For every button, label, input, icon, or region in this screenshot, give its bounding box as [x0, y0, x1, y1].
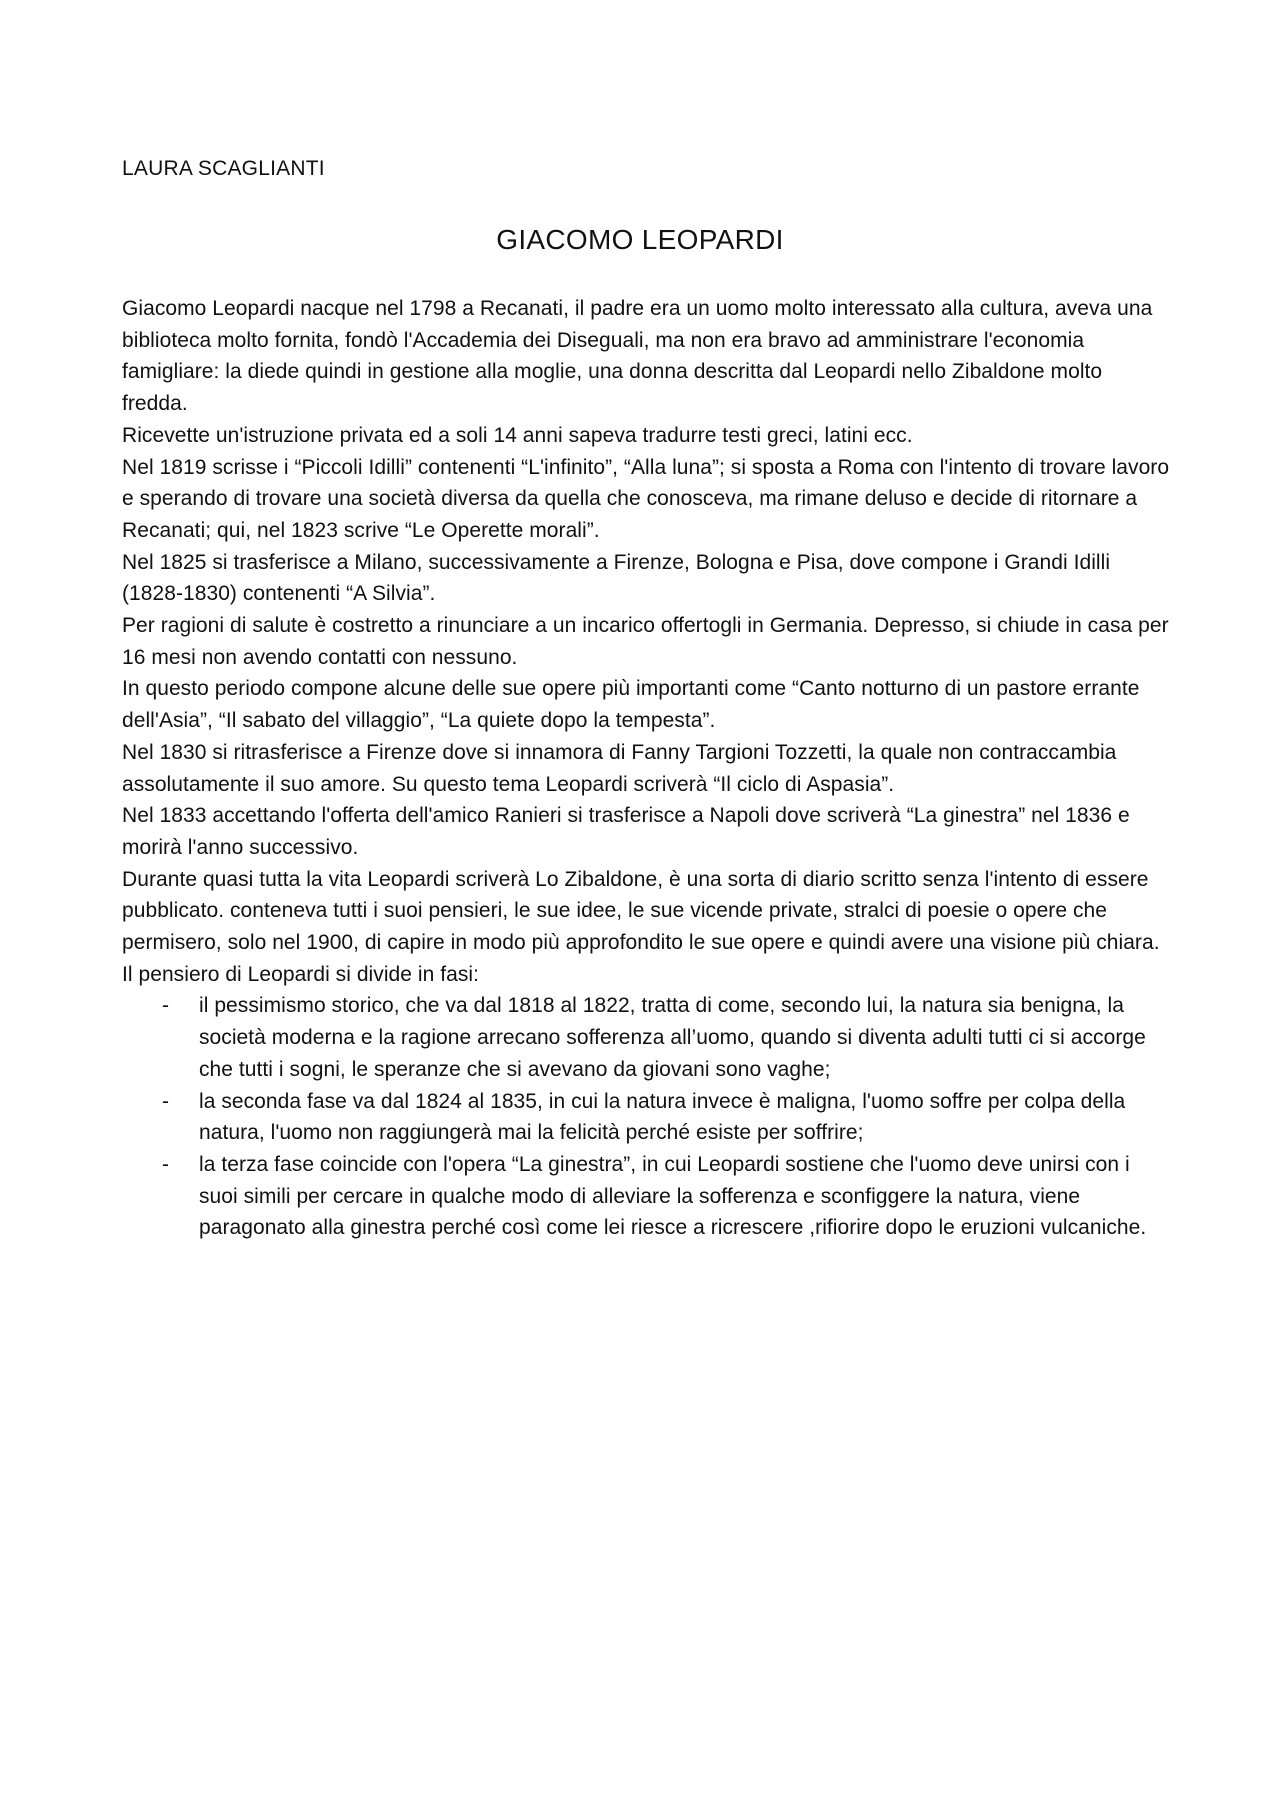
- paragraph-phases-intro: Il pensiero di Leopardi si divide in fasi:: [122, 962, 479, 986]
- list-item-text: la terza fase coincide con l'opera “La ginestra”, in cui Leopardi sostiene che l'uomo deve unirsi con i suoi simili per cercare in qualche modo di alleviare la sofferenza e sconfiggere la natura, viene paragonato alla ginestra perché così come lei riesce a ricrescere ,rifiorire dopo le eruzioni vulcaniche.: [199, 1152, 1147, 1240]
- paragraph-1830: Nel 1830 si ritrasferisce a Firenze dove si innamora di Fanny Targioni Tozzetti, la quale non contraccambia assolutamente il suo amore. Su questo tema Leopardi scriverà “Il ciclo di Aspasia”.: [122, 740, 1117, 796]
- list-item: [122, 1149, 1172, 1244]
- document-title: GIACOMO LEOPARDI: [496, 224, 784, 255]
- list-item: [122, 990, 1172, 1085]
- list-item-text: la seconda fase va dal 1824 al 1835, in cui la natura invece è maligna, l'uomo soffre per colpa della natura, l'uomo non raggiungerà mai la felicità perché esiste per soffrire;: [199, 1089, 1126, 1145]
- paragraph-education: Ricevette un'istruzione privata ed a soli 14 anni sapeva tradurre testi greci, latini ecc.: [122, 423, 913, 447]
- list-item-text: il pessimismo storico, che va dal 1818 al 1822, tratta di come, secondo lui, la natura sia benigna, la società moderna e la ragione arrecano sofferenza all’uomo, quando si diventa adulti tutti ci si accorge che tutti i sogni, le speranze che si avevano da giovani sono vaghe;: [199, 994, 1146, 1081]
- paragraph-1819: Nel 1819 scrisse i “Piccoli Idilli” contenenti “L'infinito”, “Alla luna”; si sposta a Roma con l'intento di trovare lavoro e sperando di trovare una società diversa da quella che conosceva, ma rimane deluso e decide di ritornare a Recanati; qui, nel 1823 scrive “Le Operette morali”.: [122, 455, 1170, 542]
- paragraph-health: Per ragioni di salute è costretto a rinunciare a un incarico offertogli in Germania. Depresso, si chiude in casa per 16 mesi non avendo contatti con nessuno.: [122, 614, 1169, 669]
- phases-list: [122, 990, 1172, 1244]
- paragraph-family: Giacomo Leopardi nacque nel 1798 a Recanati, il padre era un uomo molto interessato alla cultura, aveva una biblioteca molto fornita, fondò l'Accademia dei Diseguali, ma non era bravo ad amministrare l'economia famigliare: la diede quindi in gestione alla moglie, una donna descritta dal Leopardi nello Zibaldone molto fredda.: [122, 297, 1153, 416]
- author-name: LAURA SCAGLIANTI: [122, 157, 325, 180]
- list-item: [122, 1086, 1172, 1149]
- document-body: [122, 293, 1172, 1244]
- paragraph-zibaldone: Durante quasi tutta la vita Leopardi scriverà Lo Zibaldone, è una sorta di diario scritto senza l'intento di essere pubblicato. conteneva tutti i suoi pensieri, le sue idee, le sue vicende private, stralci di poesie o opere che permisero, solo nel 1900, di capire in modo più approfondito le sue opere e quindi avere una visione più chiara.: [122, 867, 1160, 955]
- list-marker: -: [162, 994, 170, 1018]
- paragraph-works: In questo periodo compone alcune delle sue opere più importanti come “Canto notturno di un pastore errante dell'Asia”, “Il sabato del villaggio”, “La quiete dopo la tempesta”.: [122, 677, 1140, 733]
- paragraph-1825: Nel 1825 si trasferisce a Milano, successivamente a Firenze, Bologna e Pisa, dove compone i Grandi Idilli (1828-1830) contenenti “A Silvia”.: [122, 550, 1111, 606]
- paragraph-1833: Nel 1833 accettando l'offerta dell'amico Ranieri si trasferisce a Napoli dove scriverà “La ginestra” nel 1836 e morirà l'anno successivo.: [122, 804, 1130, 859]
- list-marker: -: [162, 1152, 170, 1176]
- list-marker: -: [162, 1089, 170, 1113]
